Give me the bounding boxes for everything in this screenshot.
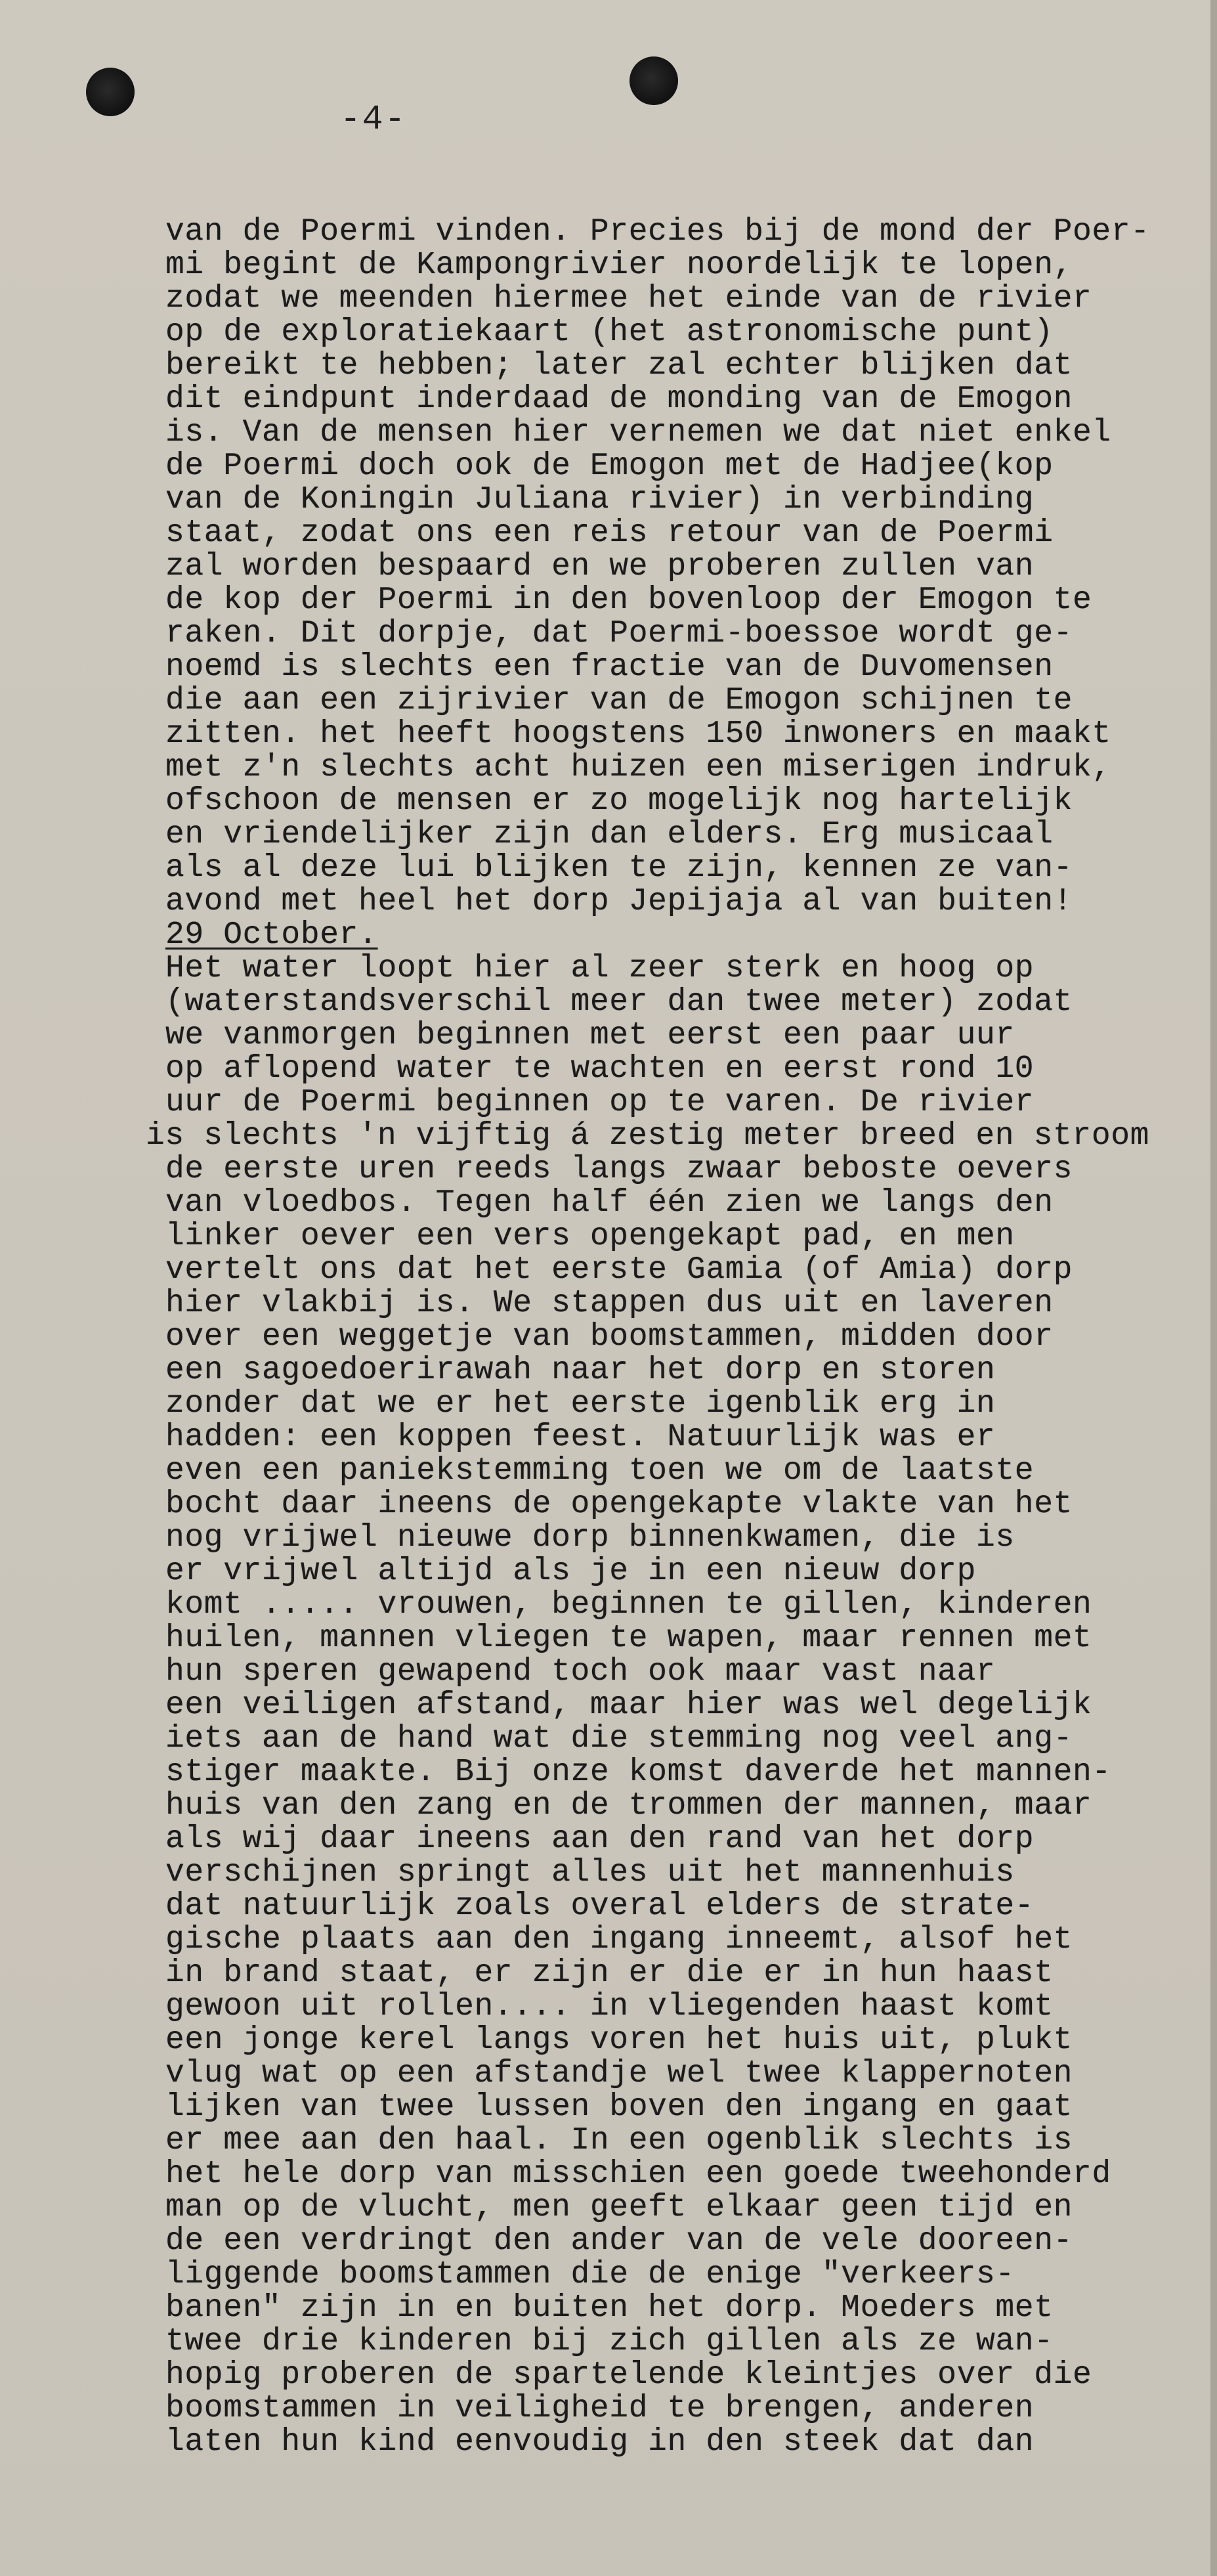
text-line: van de Koningin Juliana rivier) in verbinding xyxy=(165,482,1035,517)
text-line: laten hun kind eenvoudig in den steek dat dan xyxy=(165,2424,1035,2460)
text-line: banen" zijn in en buiten het dorp. Moeders met xyxy=(165,2290,1054,2326)
text-line: met z'n slechts acht huizen een miserigen indruk, xyxy=(165,750,1111,785)
text-line: is. Van de mensen hier vernemen we dat niet enkel xyxy=(165,415,1111,450)
text-line: zitten. het heeft hoogstens 150 inwoners en maakt xyxy=(165,716,1111,752)
text-line: en vriendelijker zijn dan elders. Erg musicaal xyxy=(165,817,1054,852)
text-line: dat natuurlijk zoals overal elders de strate- xyxy=(165,1888,1035,1924)
text-line: stiger maakte. Bij onze komst daverde het mannen- xyxy=(165,1755,1111,1790)
text-line: bereikt te hebben; later zal echter blijken dat xyxy=(165,348,1073,383)
text-line: Het water loopt hier al zeer sterk en hoog op xyxy=(165,951,1035,986)
text-line: in brand staat, er zijn er die er in hun haast xyxy=(165,1955,1054,1991)
text-line: bocht daar ineens de opengekapte vlakte van het xyxy=(165,1487,1073,1522)
text-line: zal worden bespaard en we proberen zullen van xyxy=(165,549,1035,584)
text-line: boomstammen in veiligheid te brengen, anderen xyxy=(165,2391,1035,2426)
text-line: van vloedbos. Tegen half één zien we langs den xyxy=(165,1185,1054,1221)
text-line: op de exploratiekaart (het astronomische punt) xyxy=(165,315,1054,350)
text-line: iets aan de hand wat die stemming nog veel ang- xyxy=(165,1721,1073,1757)
date-heading: 29 October. xyxy=(165,917,378,953)
text-line: ofschoon de mensen er zo mogelijk nog hartelijk xyxy=(165,783,1073,819)
text-line: nog vrijwel nieuwe dorp binnenkwamen, die is xyxy=(165,1520,1015,1556)
text-line: verschijnen springt alles uit het mannenhuis xyxy=(165,1855,1015,1890)
text-line: komt ..... vrouwen, beginnen te gillen, kinderen xyxy=(165,1587,1092,1623)
text-line: hadden: een koppen feest. Natuurlijk was er xyxy=(165,1420,996,1455)
text-line: zonder dat we er het eerste igenblik erg in xyxy=(165,1386,996,1422)
text-line: huilen, mannen vliegen te wapen, maar rennen met xyxy=(165,1621,1092,1656)
text-line: raken. Dit dorpje, dat Poermi-boessoe wordt ge- xyxy=(165,616,1073,651)
text-line: vertelt ons dat het eerste Gamia (of Amia) dorp xyxy=(165,1252,1073,1288)
text-line: is slechts 'n vijftig á zestig meter breed en stroom xyxy=(146,1118,1150,1154)
text-line: een jonge kerel langs voren het huis uit, plukt xyxy=(165,2022,1073,2058)
date-heading-line xyxy=(165,919,1189,952)
text-line: dit eindpunt inderdaad de monding van de Emogon xyxy=(165,382,1073,417)
text-line: de een verdringt den ander van de vele dooreen- xyxy=(165,2223,1073,2259)
text-line: staat, zodat ons een reis retour van de Poermi xyxy=(165,515,1054,551)
punch-hole-left xyxy=(86,68,135,116)
text-line: lijken van twee lussen boven den ingang en gaat xyxy=(165,2089,1073,2125)
text-line: noemd is slechts een fractie van de Duvomensen xyxy=(165,649,1054,685)
punch-hole-right xyxy=(630,56,678,105)
text-line: een veiligen afstand, maar hier was wel degelijk xyxy=(165,1688,1092,1723)
text-line: er vrijwel altijd als je in een nieuw dorp xyxy=(165,1554,976,1589)
text-line: als wij daar ineens aan den rand van het dorp xyxy=(165,1822,1035,1857)
text-line: zodat we meenden hiermee het einde van de rivier xyxy=(165,281,1092,317)
text-line: die aan een zijrivier van de Emogon schijnen te xyxy=(165,683,1073,718)
text-line: even een paniekstemming toen we om de laatste xyxy=(165,1453,1035,1489)
text-line: de kop der Poermi in den bovenloop der Emogon te xyxy=(165,582,1092,618)
text-line: huis van den zang en de trommen der mannen, maar xyxy=(165,1788,1092,1823)
text-line: uur de Poermi beginnen op te varen. De rivier xyxy=(165,1085,1035,1120)
text-line: als al deze lui blijken te zijn, kennen ze van- xyxy=(165,850,1073,886)
text-line: mi begint de Kampongrivier noordelijk te lopen, xyxy=(165,248,1073,283)
text-line: man op de vlucht, men geeft elkaar geen tijd en xyxy=(165,2190,1073,2225)
paper-edge xyxy=(1210,0,1217,2576)
body-text xyxy=(146,214,1189,2460)
text-line: een sagoedoerirawah naar het dorp en storen xyxy=(165,1353,996,1388)
page-number: -4- xyxy=(340,100,407,139)
text-line: van de Poermi vinden. Precies bij de mond der Poer- xyxy=(165,214,1150,250)
text-line: avond met heel het dorp Jepijaja al van buiten! xyxy=(165,884,1073,919)
text-line: we vanmorgen beginnen met eerst een paar uur xyxy=(165,1018,1015,1053)
text-line: over een weggetje van boomstammen, midden door xyxy=(165,1319,1054,1355)
text-line: de eerste uren reeds langs zwaar beboste oevers xyxy=(165,1152,1073,1187)
text-line: (waterstandsverschil meer dan twee meter) zodat xyxy=(165,984,1073,1020)
text-line: vlug wat op een afstandje wel twee klappernoten xyxy=(165,2056,1073,2091)
text-line: linker oever een vers opengekapt pad, en men xyxy=(165,1219,1015,1254)
text-line: gewoon uit rollen.... in vliegenden haast komt xyxy=(165,1989,1054,2024)
text-line: er mee aan den haal. In een ogenblik slechts is xyxy=(165,2123,1073,2158)
text-line: het hele dorp van misschien een goede tweehonderd xyxy=(165,2156,1111,2192)
text-line: liggende boomstammen die de enige "verkeers- xyxy=(165,2257,1015,2292)
text-line: hun speren gewapend toch ook maar vast naar xyxy=(165,1654,996,1690)
text-line: gische plaats aan den ingang inneemt, alsof het xyxy=(165,1922,1073,1957)
text-line: hier vlakbij is. We stappen dus uit en laveren xyxy=(165,1286,1054,1321)
text-line: op aflopend water te wachten en eerst rond 10 xyxy=(165,1051,1035,1087)
text-line: twee drie kinderen bij zich gillen als ze wan- xyxy=(165,2324,1054,2359)
text-line: hopig proberen de spartelende kleintjes over die xyxy=(165,2357,1092,2393)
text-line: de Poermi doch ook de Emogon met de Hadjee(kop xyxy=(165,448,1054,484)
